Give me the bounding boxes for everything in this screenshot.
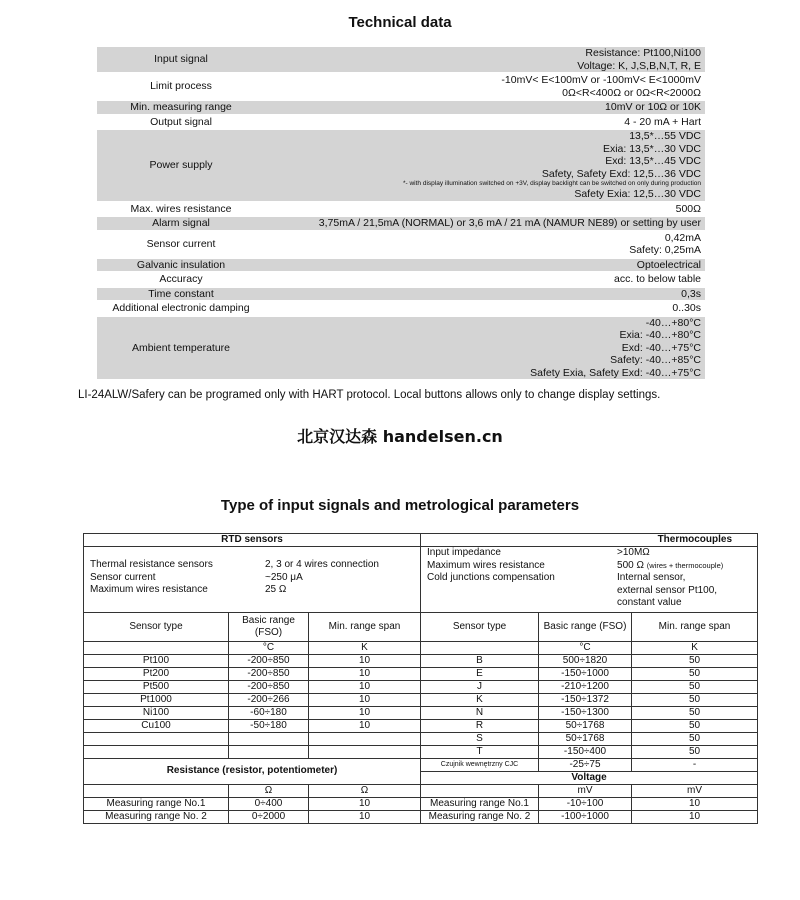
- tech-row: [97, 317, 705, 380]
- res-unit: Ω: [309, 784, 421, 797]
- rtd-header: RTD sensors: [84, 534, 421, 547]
- tech-row: [97, 116, 705, 129]
- tech-row-label: Ambient temperature: [97, 317, 265, 380]
- metrology-table: [83, 533, 758, 824]
- tech-value-line: 4 - 20 mA + Hart: [624, 115, 701, 128]
- rtd-cell: Pt1000: [84, 693, 229, 706]
- tech-row-value: [265, 116, 705, 129]
- rtd-cell: -200÷850: [229, 680, 309, 693]
- rtd-info-value: 2, 3 or 4 wires connection: [265, 559, 379, 570]
- res-row-label: Measuring range No. 2: [84, 810, 229, 823]
- tc-info-value: 500 Ω (wires + thermocouple): [617, 559, 724, 571]
- res-row-span: 10: [309, 810, 421, 823]
- rtd-cell: Pt200: [84, 667, 229, 680]
- tc-cell: E: [421, 667, 539, 680]
- sensor-row: [84, 732, 758, 745]
- tech-value-line: Resistance: Pt100,Ni100: [585, 47, 701, 59]
- sensor-row: [84, 706, 758, 719]
- rtd-cell: -60÷180: [229, 706, 309, 719]
- tc-cjc-label: Czujnik wewnętrzny CJC: [421, 758, 539, 771]
- tc-cell: B: [421, 654, 539, 667]
- tech-row-value: [265, 232, 705, 257]
- rtd-info-value: 25 Ω: [265, 584, 287, 595]
- tc-cell: 50: [632, 667, 758, 680]
- tech-value-line: Exia: 13,5*…30 VDC: [602, 142, 701, 155]
- tech-row-value: [265, 259, 705, 272]
- rtd-cell: 10: [309, 667, 421, 680]
- tc-cell: N: [421, 706, 539, 719]
- tc-cell: 50: [632, 706, 758, 719]
- tech-value-line: 0,42mA: [664, 231, 701, 244]
- tech-row-value: [265, 130, 705, 201]
- tech-row-label: Max. wires resistance: [130, 202, 232, 215]
- tech-row-label: Galvanic insulation: [97, 259, 265, 272]
- tech-row-value: [265, 101, 705, 114]
- tech-value-line: Optoelectrical: [636, 258, 701, 271]
- tech-row: [97, 217, 705, 230]
- tc-cell: 500÷1820: [539, 654, 632, 667]
- res-unit: [84, 784, 229, 797]
- volt-row-label: Measuring range No. 2: [421, 810, 539, 823]
- rtd-col-header: Min. range span: [309, 612, 421, 641]
- tech-row-label: Min. measuring range: [97, 101, 265, 114]
- tc-cell: K: [421, 693, 539, 706]
- rtd-unit: °C: [229, 641, 309, 654]
- tech-row-label: Accuracy: [159, 273, 203, 285]
- tech-row-value: [265, 74, 705, 99]
- tech-value-line: Voltage: K, J,S,B,N,T, R, E: [577, 59, 701, 72]
- voltage-header: Voltage: [421, 771, 758, 784]
- tech-row: [97, 232, 705, 257]
- tech-row-label: Additional electronic damping: [112, 302, 250, 314]
- tech-value-line: Safety Exia, Safety Exd: -40…+75°C: [530, 366, 701, 379]
- tc-info: [421, 547, 758, 613]
- tc-cell: -150÷1300: [539, 706, 632, 719]
- tech-row: [97, 288, 705, 301]
- res-row-span: 10: [309, 797, 421, 810]
- sensor-row: [84, 719, 758, 732]
- volt-row-span: 10: [632, 797, 758, 810]
- technical-data-table: [97, 45, 705, 381]
- tc-info-label: Cold junctions compensation: [427, 572, 555, 583]
- tc-unit: °C: [539, 641, 632, 654]
- rtd-unit: [84, 641, 229, 654]
- tc-col-header: Basic range (FSO): [539, 612, 632, 641]
- rtd-cell: -200÷266: [229, 693, 309, 706]
- res-row-label: Measuring range No.1: [84, 797, 229, 810]
- rtd-col-header: Basic range (FSO): [229, 612, 309, 641]
- tc-unit: K: [632, 641, 758, 654]
- rtd-unit: K: [309, 641, 421, 654]
- tc-unit: [421, 641, 539, 654]
- tech-row: [97, 203, 705, 216]
- rtd-cell: -50÷180: [229, 719, 309, 732]
- rtd-cell: 10: [309, 706, 421, 719]
- tech-row-label: Limit process: [150, 80, 212, 93]
- tech-row-label: Input signal: [97, 47, 265, 72]
- tech-value-line: 0Ω<R<400Ω or 0Ω<R<2000Ω: [562, 86, 701, 99]
- tech-value-line: Safety: 0,25mA: [629, 244, 701, 256]
- rtd-cell: Ni100: [84, 706, 229, 719]
- tc-info-value: external sensor Pt100,: [617, 584, 718, 596]
- tech-value-line: acc. to below table: [614, 273, 701, 285]
- rtd-cell: [309, 732, 421, 745]
- volt-unit: [421, 784, 539, 797]
- tech-row: [97, 302, 705, 315]
- tc-header: Thermocouples: [421, 534, 758, 547]
- tc-info-value: Internal sensor,: [617, 572, 686, 583]
- metrology-title: Type of input signals and metrological parameters: [220, 497, 580, 514]
- tech-row-label: Power supply: [97, 130, 265, 201]
- rtd-info-label: Thermal resistance sensors: [90, 559, 213, 570]
- tc-cell: R: [421, 719, 539, 732]
- tc-info-value: >10MΩ: [617, 547, 650, 558]
- technical-data-title: Technical data: [348, 14, 452, 31]
- tc-info-label: Input impedance: [427, 547, 501, 558]
- rtd-cell: [309, 745, 421, 758]
- tech-value-line: Exd: -40…+75°C: [621, 341, 701, 354]
- tc-cell: 50÷1768: [539, 732, 632, 745]
- tech-row-label: Time constant: [97, 288, 265, 301]
- res-row-range: 0÷400: [229, 797, 309, 810]
- tc-info-value: constant value: [617, 597, 682, 608]
- watermark-text: 北京汉达森 handelsen.cn: [297, 427, 503, 446]
- rtd-cell: 10: [309, 680, 421, 693]
- rtd-info-label: Sensor current: [90, 571, 156, 583]
- tc-col-header: Min. range span: [632, 612, 758, 641]
- sensor-row: [84, 654, 758, 667]
- tech-row: [97, 259, 705, 272]
- tc-cell: 50: [632, 654, 758, 667]
- rtd-cell: 10: [309, 693, 421, 706]
- tech-value-line: 3,75mA / 21,5mA (NORMAL) or 3,6 mA / 21 mA (NAMUR NE89) or setting by user: [318, 217, 701, 229]
- rtd-cell: -200÷850: [229, 667, 309, 680]
- tech-row-label: Output signal: [150, 115, 212, 128]
- tech-row-value: [265, 47, 705, 72]
- tech-value-line: Safety: -40…+85°C: [610, 354, 701, 366]
- rtd-info: [84, 547, 421, 613]
- tc-cell: 50: [632, 732, 758, 745]
- tech-value-line: Safety, Safety Exd: 12,5…36 VDC: [541, 167, 701, 180]
- rtd-cell: Cu100: [84, 719, 229, 732]
- tc-cell: 50: [632, 745, 758, 758]
- sensor-row: [84, 693, 758, 706]
- tc-cjc-range: -25÷75: [539, 758, 632, 771]
- rtd-cell: -200÷850: [229, 654, 309, 667]
- res-row-range: 0÷2000: [229, 810, 309, 823]
- rtd-cell: 10: [309, 654, 421, 667]
- tc-cjc-span: -: [632, 758, 758, 771]
- tech-row: [97, 74, 705, 99]
- tech-value-line: Safety Exia: 12,5…30 VDC: [574, 188, 701, 200]
- volt-unit: mV: [632, 784, 758, 797]
- rtd-col-header: Sensor type: [84, 612, 229, 641]
- tech-row-value: [265, 317, 705, 380]
- tech-row-value: [265, 273, 705, 286]
- tech-value-line: Exia: -40…+80°C: [619, 329, 701, 341]
- hart-note: LI-24ALW/Safery can be programed only with HART protocol. Local buttons allows only to change display settings.: [78, 389, 661, 401]
- tc-cell: -150÷400: [539, 745, 632, 758]
- sensor-row: [84, 745, 758, 758]
- tech-row-label: Sensor current: [146, 237, 216, 250]
- rtd-info-label: Maximum wires resistance: [90, 584, 208, 595]
- rtd-cell: [229, 745, 309, 758]
- wires-note: (wires + thermocouple): [646, 560, 724, 570]
- tc-col-header: Sensor type: [421, 612, 539, 641]
- tech-value-line: 500Ω: [675, 202, 701, 215]
- tech-row: [97, 130, 705, 201]
- tech-row-value: [265, 302, 705, 315]
- tech-value-line: 13,5*…55 VDC: [629, 130, 701, 142]
- tech-row-value: [265, 203, 705, 216]
- tech-row-label: Alarm signal: [97, 217, 265, 230]
- rtd-cell: Pt500: [84, 680, 229, 693]
- tech-row-value: [265, 288, 705, 301]
- tech-row: [97, 47, 705, 72]
- sensor-row: [84, 667, 758, 680]
- rtd-cell: [229, 732, 309, 745]
- rtd-cell: 10: [309, 719, 421, 732]
- volt-row-label: Measuring range No.1: [421, 797, 539, 810]
- tc-cell: 50: [632, 719, 758, 732]
- volt-row-range: -10÷100: [539, 797, 632, 810]
- rtd-cell: [84, 745, 229, 758]
- tc-info-label: Maximum wires resistance: [427, 559, 545, 571]
- rtd-cell: [84, 732, 229, 745]
- rtd-info-value: ~250 μA: [265, 571, 303, 583]
- tc-info-label: [427, 585, 617, 598]
- tech-row-value: [265, 217, 705, 230]
- tc-cell: -150÷1000: [539, 667, 632, 680]
- tech-value-line: -10mV< E<100mV or -100mV< E<1000mV: [501, 74, 701, 86]
- tech-row: [97, 101, 705, 114]
- resistance-header: Resistance (resistor, potentiometer): [84, 758, 421, 784]
- rtd-cell: Pt100: [84, 654, 229, 667]
- res-unit: Ω: [229, 784, 309, 797]
- volt-row-span: 10: [632, 810, 758, 823]
- tech-value-line: -40…+80°C: [645, 316, 701, 329]
- tc-cell: J: [421, 680, 539, 693]
- tech-value-line: 0,3s: [681, 287, 701, 300]
- tech-value-line: 10mV or 10Ω or 10K: [605, 101, 701, 113]
- tc-cell: T: [421, 745, 539, 758]
- volt-unit: mV: [539, 784, 632, 797]
- tc-cell: S: [421, 732, 539, 745]
- tc-cell: 50÷1768: [539, 719, 632, 732]
- tech-value-line: Exd: 13,5*…45 VDC: [605, 155, 701, 167]
- volt-row-range: -100÷1000: [539, 810, 632, 823]
- tech-value-line: 0..30s: [672, 302, 701, 314]
- tc-cell: 50: [632, 680, 758, 693]
- tc-cell: -210÷1200: [539, 680, 632, 693]
- tech-footnote: *- with display illumination switched on +3V, display backlight can be switched on only during production: [402, 180, 701, 187]
- tc-info-label: [427, 597, 617, 610]
- tc-cell: 50: [632, 693, 758, 706]
- tc-cell: -150÷1372: [539, 693, 632, 706]
- tech-row: [97, 273, 705, 286]
- sensor-row: [84, 680, 758, 693]
